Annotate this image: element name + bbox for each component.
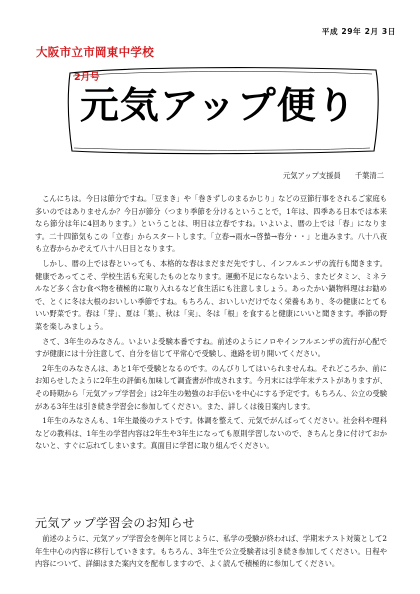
main-article bbox=[35, 193, 387, 455]
newsletter-title: 元気アップ便り bbox=[80, 84, 357, 127]
author-line bbox=[283, 171, 384, 181]
issue-label: 2月号 bbox=[74, 72, 100, 83]
author-role: 元気アップ支援員 bbox=[282, 171, 341, 180]
paragraph: 前述のように、元気アップ学習会を例年と同じように、私学の受験が終われば、学期末テスト対策として2年生中心の内容に移行していきます。もちろん、3年生で公立受験者は引き続き参加してください。日程や内容について、詳細はまた案内文を配布しますので、よく読んで積極的に参加してください。 bbox=[35, 534, 387, 569]
paragraph: 2年生のみなさんは、あと1年で受験となるのです。のんびりしてはいられませんね。それどころか、前にお知らせしたように2年生の評価も加味して調査書が作成されます。今月末には学年末テストがありますが、その時期から「元気アップ学習会」は2年生の勉強のお手伝いを中心にする予定です。もちろん、公立の受験がある3年生は引き続き学習会に参加してください。また、詳しくは後日案内します。 bbox=[35, 363, 387, 411]
school-name: 大阪市立市岡東中学校 bbox=[36, 45, 154, 59]
title-banner bbox=[64, 63, 384, 157]
issue-date: 平成 29年 2月 3日 bbox=[321, 27, 396, 36]
paragraph: 1年生のみなさんも、1年生最後のテストです。体調を整えて、元気でがんばってください。社会科や理科などの教科は、1年生の学習内容は2年生や3年生になっても原則学習しないので、きちんと身に付けておかないと、すぐに忘れてしまいます。真面目に学習に取り組んでください。 bbox=[35, 416, 387, 451]
section-article bbox=[35, 533, 387, 573]
paragraph: こんにちは。今日は節分ですね。「豆まき」や「巻きずしのまるかじり」などの豆節行事をされるご家庭も多いのではありませんか？今日が節分（つまり季節を分けるということで，1年は、四季ある日本では本来なら節分は年に4回あります。）ということは、明日は立春ですね。いよいよ、暦の上では「春」になります。二十四節気もこの「立春」からスタートします。「立春→雨水→啓蟄→春分・・」と進みます。八十八夜も立春からかぞえて八十八日目となります。 bbox=[35, 194, 387, 254]
paragraph: しかし、暦の上では春といっても、本格的な春はまだまだ先ですし、インフルエンザの流行も聞きます。健康であってこそ、学校生活も充実したものとなります。運動不足にならないよう、またビタミン、ミネラルなど多く含む食べ物を積極的に取り入れるなど食生活にも注意しましょう。あったかい鍋物料理はお勧めで、とくに冬は大根のおいしい季節ですね。もちろん、おいしいだけでなく栄養もあり、冬の健康にとてもいい野菜です。春は「芽」、夏は「葉」、秋は「実」、冬は「根」を食すると健康にいいと聞きます。季節の野菜を楽しみましょう。 bbox=[35, 258, 387, 331]
section-heading: 元気アップ学習会のお知らせ bbox=[35, 516, 196, 530]
paragraph: さて、3年生のみなさん。いよいよ受験本番ですね。前述のようにノロやインフルエンザの流行が心配ですが健康には十分注意して、自分を信じて平常心で受験し、進路を切り開いてください。 bbox=[35, 336, 387, 359]
author-name: 千葉清二 bbox=[354, 171, 384, 180]
